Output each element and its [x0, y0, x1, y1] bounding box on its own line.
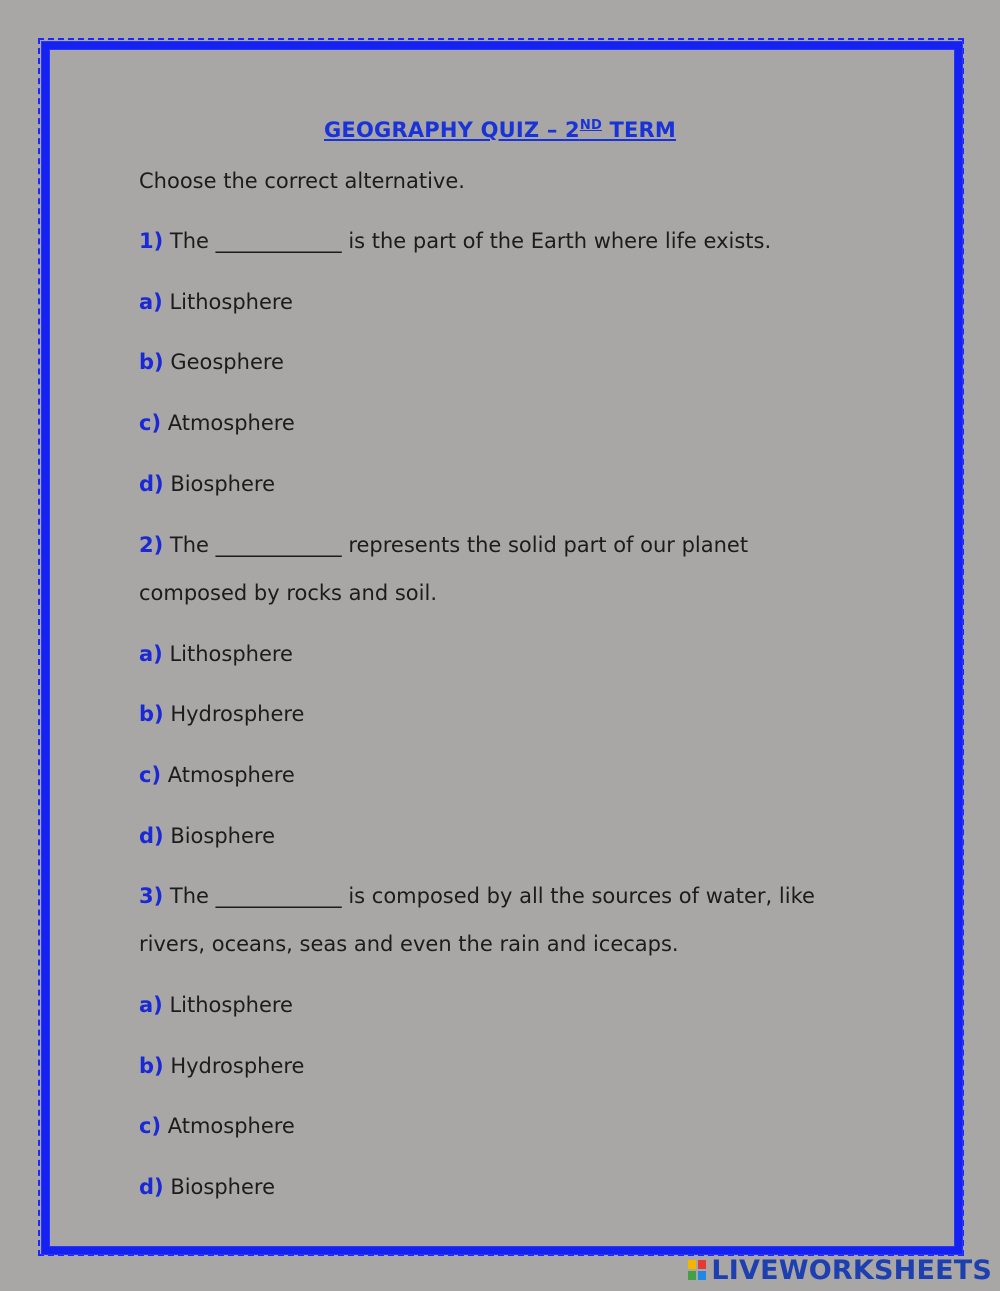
question-2: 2) The ____________ represents the solid part of our planet — [139, 533, 749, 557]
quiz-title: GEOGRAPHY QUIZ – 2ND TERM — [324, 118, 676, 142]
question-1: 1) The ____________ is the part of the Earth where life exists. — [139, 229, 772, 253]
option-1d[interactable]: d) Biosphere — [139, 472, 275, 496]
option-3b[interactable]: b) Hydrosphere — [139, 1054, 305, 1078]
logo-blocks-icon — [687, 1259, 707, 1281]
option-2d[interactable]: d) Biosphere — [139, 824, 275, 848]
logo-text: LIVEWORKSHEETS — [711, 1254, 992, 1286]
option-1c[interactable]: c) Atmosphere — [139, 411, 295, 435]
option-1a[interactable]: a) Lithosphere — [139, 290, 293, 314]
option-2a[interactable]: a) Lithosphere — [139, 642, 293, 666]
answer-blank-2[interactable]: ____________ — [215, 533, 342, 557]
option-3a[interactable]: a) Lithosphere — [139, 993, 293, 1017]
question-2-continuation: composed by rocks and soil. — [139, 581, 437, 605]
option-1b[interactable]: b) Geosphere — [139, 350, 284, 374]
answer-blank-1[interactable]: ____________ — [215, 229, 342, 253]
question-3: 3) The ____________ is composed by all the sources of water, like — [139, 884, 815, 908]
answer-blank-3[interactable]: ____________ — [215, 884, 342, 908]
option-2b[interactable]: b) Hydrosphere — [139, 702, 305, 726]
option-3d[interactable]: d) Biosphere — [139, 1175, 275, 1199]
option-2c[interactable]: c) Atmosphere — [139, 763, 295, 787]
instruction-text: Choose the correct alternative. — [139, 169, 465, 193]
question-3-continuation: rivers, oceans, seas and even the rain and icecaps. — [139, 932, 679, 956]
liveworksheets-logo — [687, 1255, 992, 1285]
option-3c[interactable]: c) Atmosphere — [139, 1114, 295, 1138]
